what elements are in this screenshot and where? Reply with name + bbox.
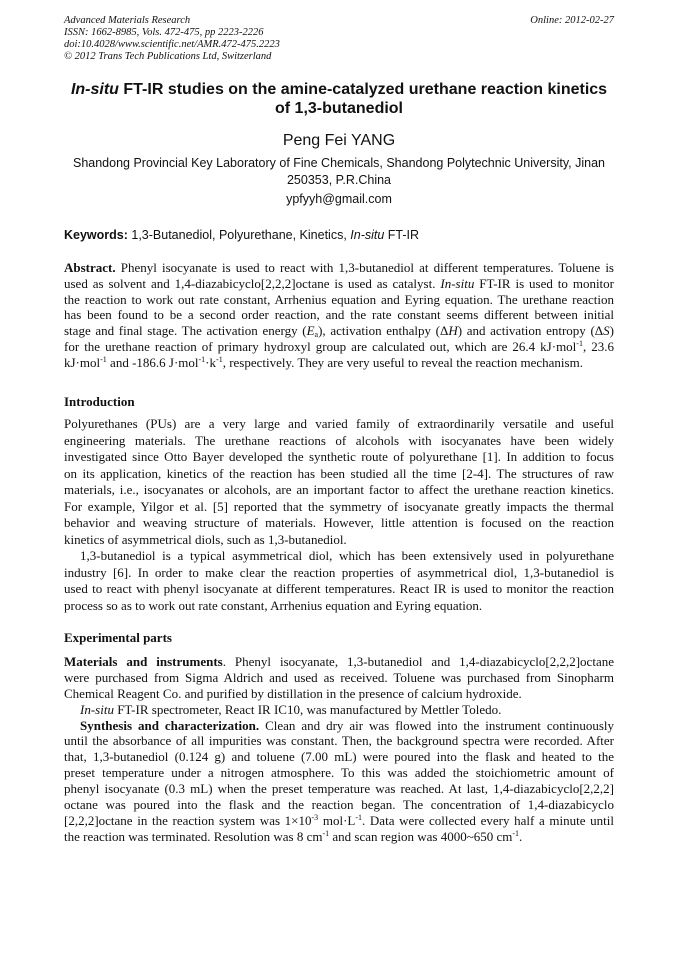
online-date: Online: 2012-02-27 — [530, 15, 614, 26]
text-segment: -1 — [322, 828, 330, 838]
text-line — [64, 813, 614, 829]
text-segment: octane was poured into the flask and the reaction began. The concentration of 1,4-diazabicyclo — [64, 797, 614, 813]
text-segment: used to react with phenyl isocyanate at different temperatures. React IR is used to monitor the reaction — [64, 581, 614, 596]
affiliation — [40, 155, 638, 189]
text-segment: that, 1,3-butanediol (0.124 g) and toluene (7.00 mL) were poured into the flask and heated to the — [64, 749, 614, 765]
text-segment: materials, i.e., isocyanates or alcohols, are an important factor to affect the urethane reaction kinetics. — [64, 482, 614, 497]
text-segment: -1 — [576, 338, 583, 348]
author: Peng Fei YANG — [282, 132, 396, 149]
experimental-body — [64, 654, 614, 845]
doi: doi:10.4028/www.scientific.net/AMR.472-475.2223 — [64, 39, 280, 50]
text-line — [64, 749, 614, 765]
text-segment: Phenyl isocyanate is used to react with 1,3-butanediol at different temperatures. Toluene is — [115, 260, 614, 275]
text-segment: Synthesis and characterization. — [80, 717, 260, 733]
text-segment: [2,2,2]octane in the reaction system was 1×10 — [64, 812, 312, 828]
text-segment: For example, Yilgor et al. [5] reported that the symmetry of isocyanate greatly impacts the thermal — [64, 498, 614, 514]
text-line — [64, 797, 614, 813]
journal-name: Advanced Materials Research — [64, 15, 191, 26]
text-segment: the reaction to work out rate constant, Arrhenius equation and Eyring equation. The urethane reaction — [64, 291, 614, 307]
text-segment: were purchased from Sigma Aldrich and used as received. Toluene was purchased from Sinopharm — [64, 669, 614, 685]
text-segment: behavior and weaving structure of materials. However, little attention is focused on the reaction — [64, 515, 614, 530]
email: ypfyyh@gmail.com — [286, 192, 392, 206]
text-segment: In-situ — [440, 275, 475, 291]
keywords-tail: FT-IR — [384, 228, 420, 242]
title-line2: of 1,3-butanediol — [275, 100, 403, 117]
text-segment: , 23.6 — [582, 338, 615, 354]
text-line — [64, 260, 614, 276]
affiliation-line2: 250353, P.R.China — [286, 173, 392, 187]
text-segment: has been found to be a second order reaction, and the rate constant seems different between initial — [64, 307, 614, 323]
text-line — [64, 548, 614, 565]
text-segment: ) and activation entropy (Δ — [457, 323, 604, 339]
issn: ISSN: 1662-8985, Vols. 472-475, pp 2223-2226 — [64, 27, 264, 38]
text-segment: kinetics of asymmetrical diols, such as 1,3-butanediol. — [64, 531, 347, 547]
text-line — [64, 276, 614, 292]
text-line — [64, 733, 614, 749]
text-segment: In-situ — [80, 701, 114, 717]
text-segment: process so as to work out rate constant, Arrhenius equation and Eyring equation. — [64, 597, 483, 613]
text-line — [64, 292, 614, 308]
text-segment: E — [306, 323, 315, 339]
text-segment: -1 — [355, 812, 363, 822]
text-line — [64, 829, 614, 845]
text-segment: engineering materials. The urethane reactions of alcohols with isocyanates have been widely — [64, 432, 614, 448]
keywords-label: Keywords: — [64, 228, 128, 242]
text-segment: the reaction was terminated. Resolution was 8 cm — [64, 828, 323, 844]
text-segment: and scan region was 4000~650 cm — [329, 828, 513, 844]
text-segment: stage and final stage. The activation energy ( — [64, 323, 307, 339]
text-line — [64, 581, 614, 598]
text-segment: Materials and instruments — [64, 654, 223, 669]
text-segment: -1 — [512, 828, 520, 838]
text-segment: and -186.6 J·mol — [106, 354, 199, 370]
text-line — [64, 781, 614, 797]
keywords — [64, 228, 419, 242]
text-line — [64, 499, 614, 516]
affiliation-line1: Shandong Provincial Key Laboratory of Fine Chemicals, Shandong Polytechnic University, Jinan — [72, 156, 605, 170]
text-segment: . — [519, 828, 523, 844]
text-line — [64, 482, 614, 499]
experimental-heading: Experimental parts — [64, 630, 172, 645]
text-line — [64, 532, 614, 549]
text-segment: FT-IR is used to monitor — [474, 275, 614, 291]
text-line — [64, 565, 614, 582]
text-line — [64, 355, 614, 371]
text-segment: preset temperature under a nitrogen atmosphere. To this was added the stoichiometric amount of — [64, 765, 614, 781]
text-segment: Polyurethanes (PUs) are a very large and varied family of extraordinarily versatile and useful — [64, 416, 614, 431]
text-segment: Abstract. — [64, 260, 116, 275]
abstract — [64, 260, 614, 371]
text-segment: Clean and dry air was flowed into the instrument continuously — [259, 717, 614, 733]
text-segment: industry [6]. In order to make clear the reaction properties of asymmetrical diol, 1,3-butanediol is — [64, 564, 614, 580]
text-line — [64, 702, 614, 718]
text-segment: ·k — [205, 354, 217, 370]
text-line — [64, 323, 614, 339]
text-line — [64, 718, 614, 734]
introduction-body — [64, 416, 614, 614]
paper-title — [40, 80, 638, 118]
text-segment: ) — [609, 323, 614, 339]
text-segment: mol·L — [318, 812, 356, 828]
title-line1: FT-IR studies on the amine-catalyzed urethane reaction kinetics — [118, 81, 608, 98]
keywords-text: 1,3-Butanediol, Polyurethane, Kinetics, — [127, 228, 351, 242]
copyright: © 2012 Trans Tech Publications Ltd, Switzerland — [64, 51, 272, 62]
text-segment: a — [314, 330, 319, 340]
text-segment: for the urethane reaction of primary hydroxyl group are calculated out, which are 26.4 kJ·mol — [64, 338, 577, 354]
text-line — [64, 654, 614, 670]
text-segment: 1,3-butanediol is a typical asymmetrical diol, which has been extensively used in polyurethane — [80, 548, 614, 563]
text-segment: -1 — [198, 354, 206, 364]
text-line — [64, 670, 614, 686]
text-line — [64, 433, 614, 450]
text-segment: kJ·mol — [64, 354, 101, 370]
title-italic: In-situ — [70, 81, 119, 98]
text-line — [64, 765, 614, 781]
text-line — [64, 307, 614, 323]
text-segment: S — [603, 323, 610, 339]
text-segment: on its application, kinetics of the reaction has been studied all the time [2-4]. The structures of raw — [64, 465, 614, 481]
text-line — [64, 449, 614, 466]
text-segment: Chemical Reagent Co. and purified by distillation in the presence of calcium hydroxide. — [64, 685, 522, 701]
text-segment: -1 — [216, 354, 223, 364]
text-line — [64, 686, 614, 702]
text-segment: -3 — [311, 812, 319, 822]
text-segment: used as solvent and 1,4-diazabicyclo[2,2,2]octane is used as catalyst. — [64, 275, 441, 291]
text-line — [64, 598, 614, 615]
keywords-italic: In-situ — [350, 228, 385, 242]
text-segment: ), activation enthalpy (Δ — [318, 323, 449, 339]
text-segment: phenyl isocyanate (0.3 mL) when the preset temperature was reached. At last, 1,4-diazabicyclo[2,2,2] — [64, 781, 614, 797]
text-segment: FT-IR spectrometer, React IR IC10, was manufactured by Mettler Toledo. — [113, 701, 502, 717]
text-line — [64, 515, 614, 532]
text-segment: until the absorbance of all impurities was constant. Then, the background spectra were recorded. After — [64, 733, 614, 749]
introduction-heading: Introduction — [64, 394, 135, 409]
text-segment: . Phenyl isocyanate, 1,3-butanediol and 1,4-diazabicyclo[2,2,2]octane — [222, 654, 614, 669]
text-segment: -1 — [100, 354, 107, 364]
text-line — [64, 466, 614, 483]
text-segment: , respectively. They are very useful to reveal the reaction mechanism. — [222, 354, 583, 370]
text-line — [64, 416, 614, 433]
text-segment: H — [448, 323, 458, 339]
text-segment: investigated since Otto Bayer developed the synthetic route of polyurethane [1]. In addition to focus — [64, 449, 614, 464]
text-segment: . Data were collected every half a minute until — [362, 812, 614, 828]
journal-info — [64, 15, 280, 63]
text-line — [64, 339, 614, 355]
